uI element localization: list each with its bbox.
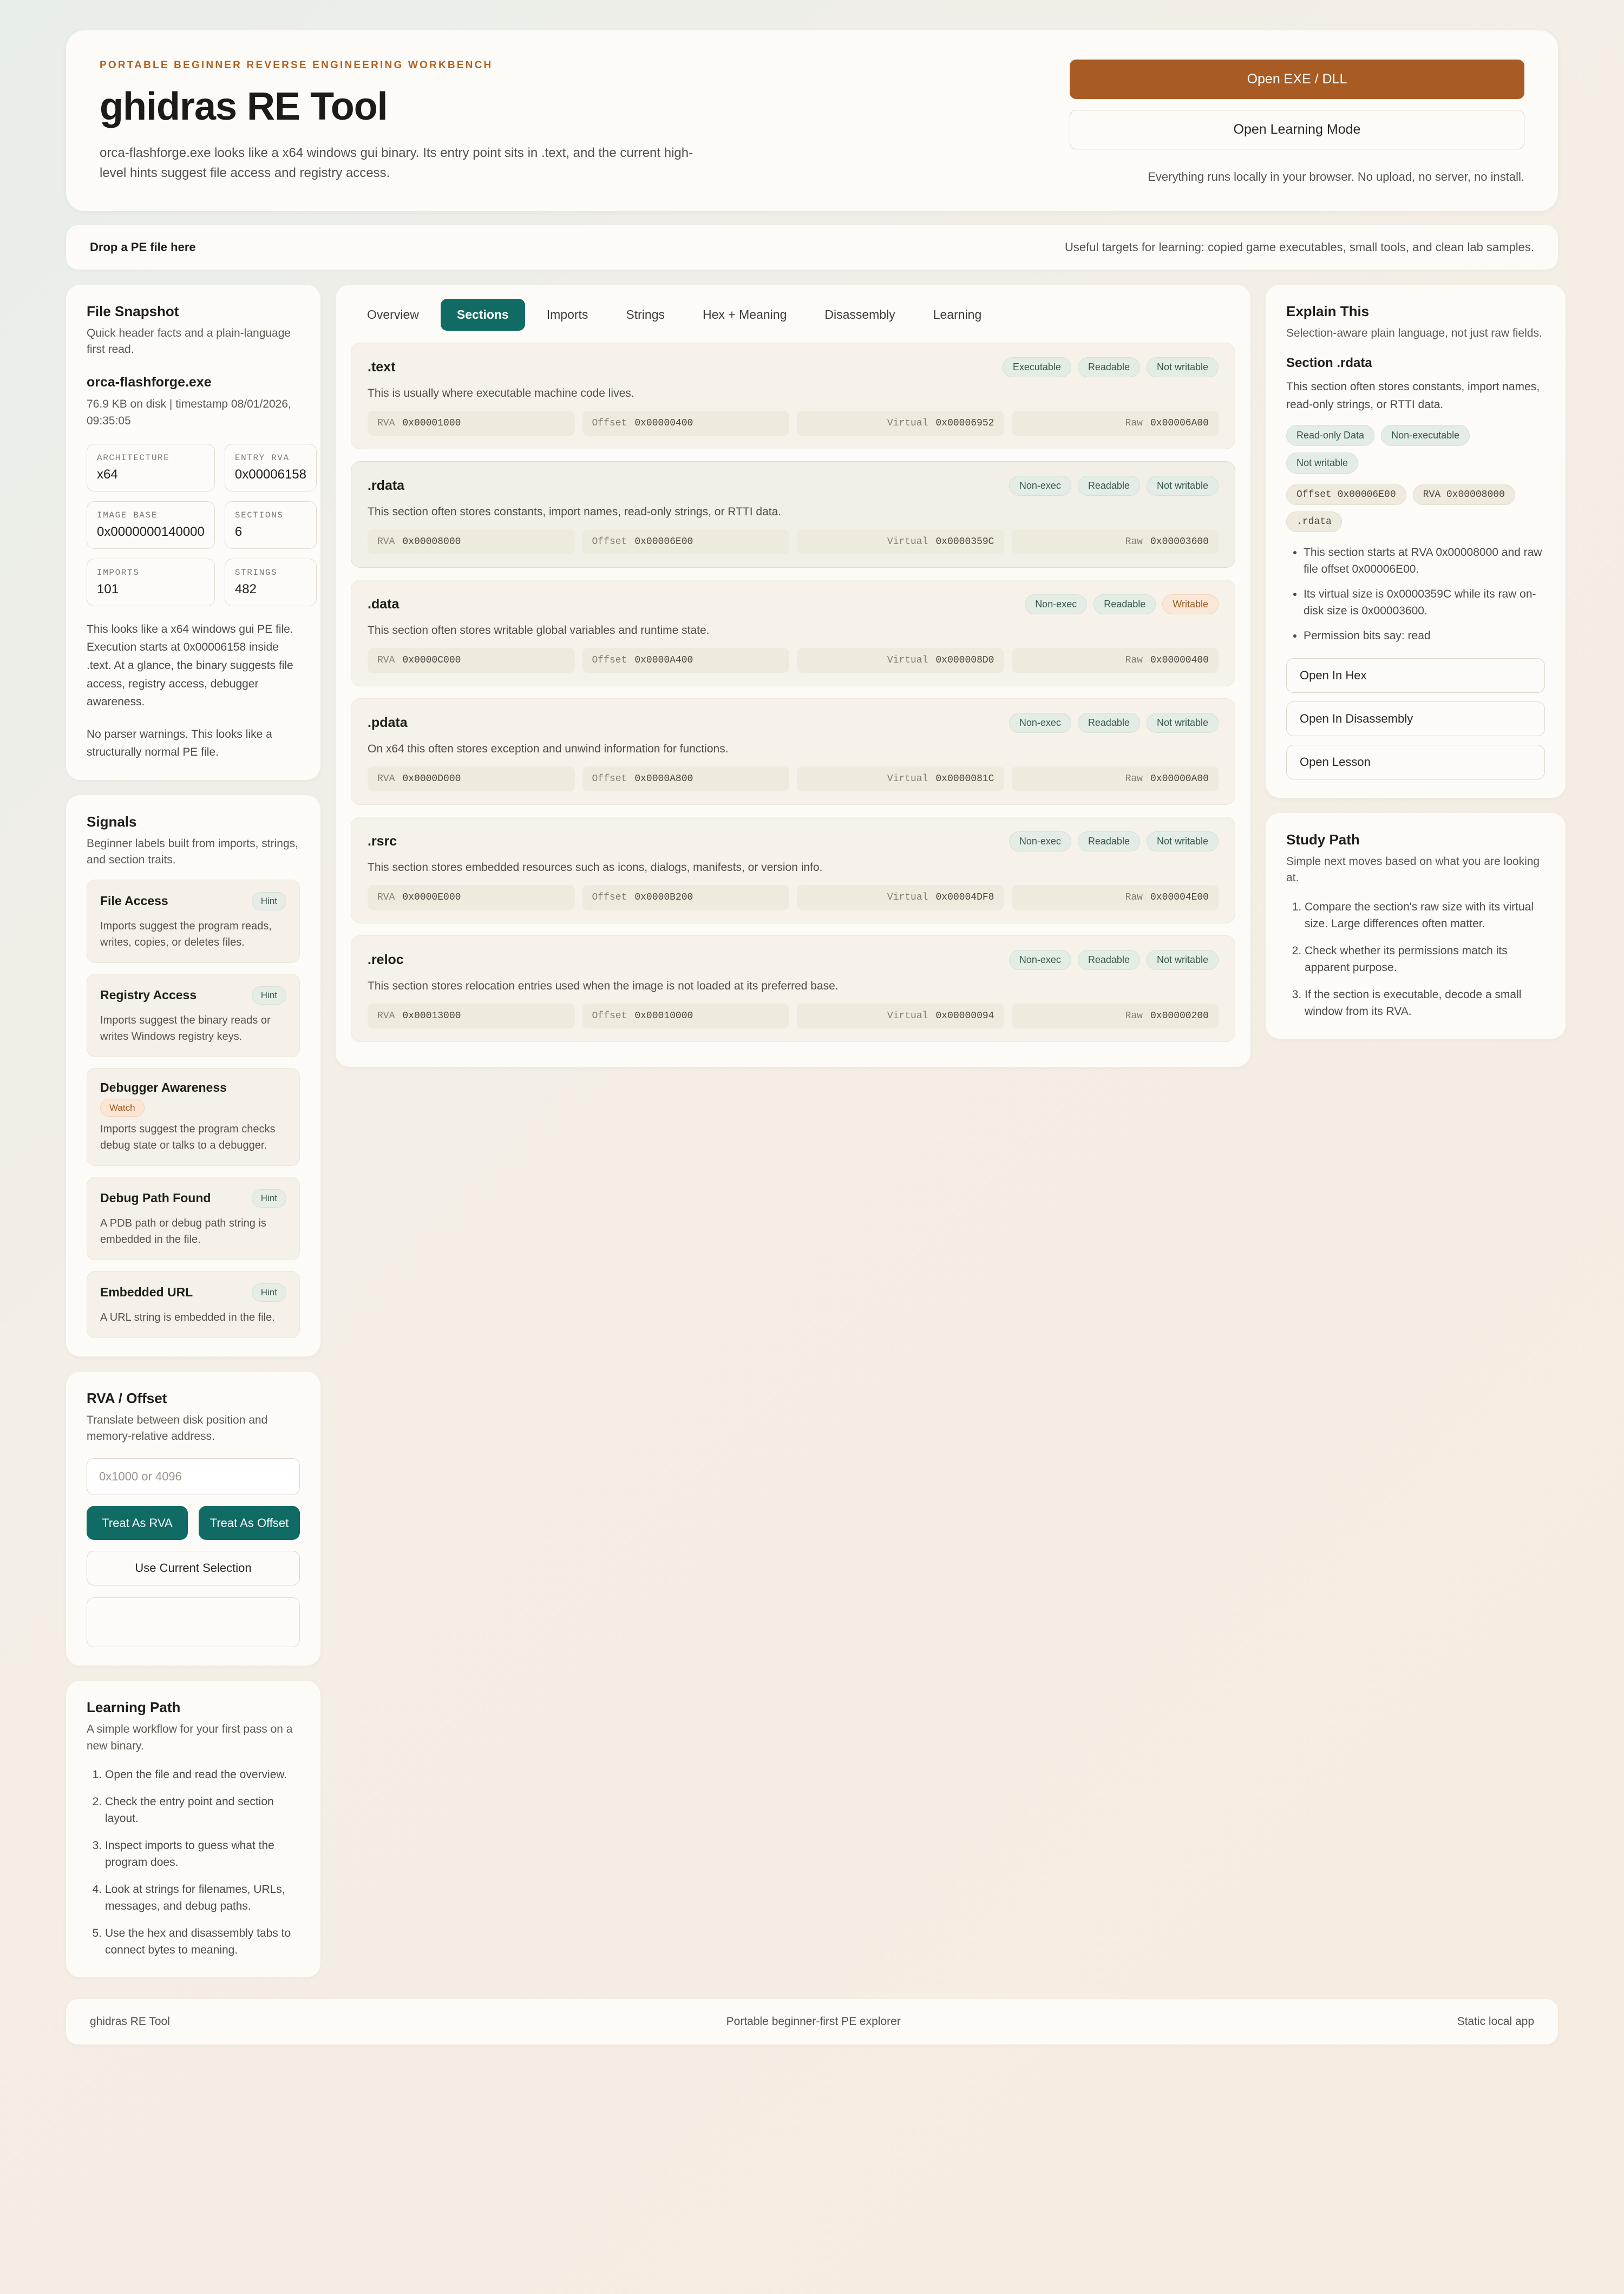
section-flags bbox=[1009, 713, 1219, 733]
header-privacy-note: Everything runs locally in your browser. No upload, no server, no install. bbox=[1148, 170, 1524, 183]
addr-label-rva: RVA bbox=[377, 418, 395, 429]
open-exe-button[interactable]: Open EXE / DLL bbox=[1070, 60, 1524, 99]
treat-as-offset-button[interactable]: Treat As Offset bbox=[199, 1506, 300, 1541]
snapshot-paragraph-1: This looks like a x64 windows gui PE file. Execution starts at 0x00006158 inside .text. At a glance, the binary suggests file access, registry access, debugger awareness. bbox=[87, 622, 293, 709]
section-offset bbox=[582, 885, 790, 910]
flag-badge: Readable bbox=[1078, 357, 1140, 377]
section-row-text[interactable] bbox=[351, 343, 1235, 449]
chip-offset: Offset 0x00006E00 bbox=[1286, 484, 1406, 505]
list-item: 2. Check the entry point and section layout. bbox=[105, 1793, 300, 1827]
explain-title: Explain This bbox=[1286, 303, 1370, 319]
status-badge: Hint bbox=[252, 1283, 286, 1302]
section-flags bbox=[1009, 476, 1219, 496]
signals-title: Signals bbox=[87, 814, 137, 830]
section-rva bbox=[368, 529, 575, 554]
stat-entry-rva bbox=[225, 444, 317, 491]
stat-sections-key: SECTIONS bbox=[234, 510, 284, 520]
explain-subtitle: Selection-aware plain language, not just raw fields. bbox=[1286, 327, 1542, 339]
stat-entry-rva-value: 0x00006158 bbox=[234, 467, 307, 482]
addr-label-offset: Offset bbox=[592, 1011, 627, 1021]
signals-card bbox=[66, 795, 320, 1356]
status-badge: Watch bbox=[100, 1099, 145, 1117]
file-snapshot-card bbox=[66, 285, 320, 780]
section-header bbox=[368, 357, 1219, 377]
addr-value: 0x0000081C bbox=[935, 774, 994, 784]
stat-image-base-key: IMAGE BASE bbox=[97, 510, 158, 520]
addr-label-virtual: Virtual bbox=[887, 536, 928, 547]
center-panel bbox=[336, 285, 1250, 1067]
list-item: 2. Check whether its permissions match its apparent purpose. bbox=[1305, 942, 1545, 976]
signal-file-access[interactable] bbox=[87, 880, 300, 963]
section-name: .rdata bbox=[368, 478, 405, 493]
list-item: 3. Inspect imports to guess what the program does. bbox=[105, 1837, 300, 1871]
addr-value: 0x0000A400 bbox=[634, 655, 693, 666]
flag-badge: Not writable bbox=[1147, 831, 1219, 851]
open-in-disassembly-button[interactable]: Open In Disassembly bbox=[1286, 702, 1545, 736]
section-description: This is usually where executable machine code lives. bbox=[368, 387, 634, 399]
list-item: 1. Compare the section's raw size with its virtual size. Large differences often matter. bbox=[1305, 899, 1545, 933]
signal-description: A URL string is embedded in the file. bbox=[100, 1311, 275, 1323]
file-drop-zone[interactable] bbox=[66, 225, 1558, 270]
flag-badge: Executable bbox=[1003, 357, 1071, 377]
addr-label-rva: RVA bbox=[377, 655, 395, 666]
rva-offset-card bbox=[66, 1372, 320, 1666]
addr-value: 0x00006952 bbox=[935, 418, 994, 429]
addr-value: 0x0000C000 bbox=[402, 655, 461, 666]
stat-architecture-key: ARCHITECTURE bbox=[97, 453, 170, 463]
list-item: 1. Open the file and read the overview. bbox=[105, 1766, 300, 1784]
tab-imports[interactable]: Imports bbox=[531, 299, 605, 331]
chip-section-name: .rdata bbox=[1286, 512, 1342, 532]
snapshot-paragraph-2: No parser warnings. This looks like a structurally normal PE file. bbox=[87, 727, 272, 759]
addr-value: 0x0000359C bbox=[935, 536, 994, 547]
section-row-data[interactable] bbox=[351, 580, 1235, 686]
right-sidebar bbox=[1266, 285, 1566, 1039]
section-description: This section stores embedded resources such as icons, dialogs, manifests, or version info. bbox=[368, 861, 823, 874]
addr-value: 0x00006A00 bbox=[1150, 418, 1209, 429]
study-path-subtitle: Simple next moves based on what you are looking at. bbox=[1286, 855, 1540, 884]
section-description: This section often stores constants, import names, read-only strings, or RTTI data. bbox=[368, 506, 782, 518]
explain-actions bbox=[1286, 658, 1545, 779]
addr-label-rva: RVA bbox=[377, 892, 395, 903]
section-row-rsrc[interactable] bbox=[351, 817, 1235, 923]
section-header bbox=[368, 831, 1219, 851]
header-left bbox=[100, 60, 695, 183]
open-learning-mode-button[interactable]: Open Learning Mode bbox=[1070, 110, 1524, 149]
file-name: orca-flashforge.exe bbox=[87, 374, 212, 390]
section-flags bbox=[1009, 950, 1219, 970]
flag-badge: Readable bbox=[1078, 831, 1140, 851]
section-rva bbox=[368, 885, 575, 910]
tab-sections[interactable]: Sections bbox=[441, 299, 525, 331]
flag-badge: Non-exec bbox=[1009, 476, 1071, 496]
addr-value: 0x00000400 bbox=[634, 418, 693, 429]
list-item: 3. If the section is executable, decode a small window from its RVA. bbox=[1305, 986, 1545, 1020]
learning-path-card bbox=[66, 1681, 320, 1977]
stat-imports bbox=[87, 559, 215, 606]
signal-debugger-awareness[interactable] bbox=[87, 1068, 300, 1166]
section-offset bbox=[582, 766, 790, 791]
addr-label-raw: Raw bbox=[1125, 655, 1143, 666]
section-name: .reloc bbox=[368, 952, 404, 967]
rva-offset-title: RVA / Offset bbox=[87, 1389, 167, 1406]
explain-section-title: Section .rdata bbox=[1286, 356, 1372, 371]
section-addresses bbox=[368, 411, 1219, 436]
file-snapshot-title: File Snapshot bbox=[87, 303, 179, 319]
section-header bbox=[368, 476, 1219, 496]
list-item: • Its virtual size is 0x0000359C while its raw on-disk size is 0x00003600. bbox=[1304, 586, 1545, 620]
section-raw bbox=[1012, 766, 1219, 791]
rva-offset-subtitle: Translate between disk position and memory-relative address. bbox=[87, 1413, 268, 1443]
addr-label-raw: Raw bbox=[1125, 1011, 1143, 1021]
signal-head bbox=[100, 986, 286, 1005]
list-item: 4. Look at strings for filenames, URLs, messages, and debug paths. bbox=[105, 1881, 300, 1915]
signal-embedded-url[interactable] bbox=[87, 1271, 300, 1338]
signal-registry-access[interactable] bbox=[87, 974, 300, 1057]
flag-badge: Non-exec bbox=[1025, 594, 1087, 614]
signal-name: Embedded URL bbox=[100, 1285, 193, 1300]
section-offset bbox=[582, 1004, 790, 1028]
addr-value: 0x00008000 bbox=[402, 536, 461, 547]
stat-image-base bbox=[87, 501, 215, 549]
signal-head bbox=[100, 1283, 286, 1302]
addr-value: 0x00001000 bbox=[402, 418, 461, 429]
tab-overview[interactable]: Overview bbox=[351, 299, 435, 331]
header-eyebrow: PORTABLE BEGINNER REVERSE ENGINEERING WORKBENCH bbox=[100, 60, 493, 71]
signal-description: Imports suggest the program reads, writes, copies, or deletes files. bbox=[100, 920, 272, 948]
chip-non-executable: Non-executable bbox=[1381, 425, 1470, 446]
addr-value: 0x00010000 bbox=[634, 1011, 693, 1021]
stat-architecture-value: x64 bbox=[97, 467, 118, 482]
signal-name: Registry Access bbox=[100, 988, 197, 1002]
section-flags bbox=[1003, 357, 1219, 377]
section-name: .text bbox=[368, 359, 396, 375]
addr-label-virtual: Virtual bbox=[887, 774, 928, 784]
flag-badge: Readable bbox=[1078, 476, 1140, 496]
flag-badge-writable: Writable bbox=[1162, 594, 1219, 614]
section-offset bbox=[582, 411, 790, 436]
addr-value: 0x00000400 bbox=[1150, 655, 1209, 666]
tab-bar bbox=[351, 299, 1235, 331]
section-raw bbox=[1012, 1004, 1219, 1028]
signal-debug-path-found[interactable] bbox=[87, 1177, 300, 1260]
addr-label-offset: Offset bbox=[592, 655, 627, 666]
header-stats bbox=[87, 444, 307, 606]
footer-right: Static local app bbox=[1457, 2015, 1534, 2028]
section-rva bbox=[368, 766, 575, 791]
addr-value: 0x00003600 bbox=[1150, 536, 1209, 547]
section-addresses bbox=[368, 648, 1219, 673]
section-addresses bbox=[368, 766, 1219, 791]
drop-zone-label: Drop a PE file here bbox=[90, 240, 196, 254]
study-path-steps bbox=[1286, 899, 1545, 1020]
signal-description: A PDB path or debug path string is embedded in the file. bbox=[100, 1217, 266, 1246]
stat-strings bbox=[225, 559, 317, 606]
addr-value: 0x00006E00 bbox=[634, 536, 693, 547]
section-name: .pdata bbox=[368, 715, 408, 730]
use-current-selection-button[interactable]: Use Current Selection bbox=[87, 1551, 300, 1585]
signals-subtitle: Beginner labels built from imports, strings, and section traits. bbox=[87, 837, 298, 867]
section-rva bbox=[368, 1004, 575, 1028]
open-in-hex-button[interactable]: Open In Hex bbox=[1286, 658, 1545, 693]
section-row-rdata[interactable] bbox=[351, 461, 1235, 568]
section-addresses bbox=[368, 885, 1219, 910]
addr-label-virtual: Virtual bbox=[887, 1011, 928, 1021]
learning-path-subtitle: A simple workflow for your first pass on a new binary. bbox=[87, 1723, 293, 1752]
addr-label-virtual: Virtual bbox=[887, 892, 928, 903]
addr-value: 0x0000B200 bbox=[634, 892, 693, 903]
open-lesson-button[interactable]: Open Lesson bbox=[1286, 745, 1545, 779]
signal-badge-row bbox=[100, 1103, 286, 1113]
addr-value: 0x0000E000 bbox=[402, 892, 461, 903]
addr-value: 0x0000D000 bbox=[402, 774, 461, 784]
tabs-card bbox=[336, 285, 1250, 1067]
section-description: This section often stores writable global variables and runtime state. bbox=[368, 624, 710, 637]
addr-value: 0x00000200 bbox=[1150, 1011, 1209, 1021]
stat-sections bbox=[225, 501, 317, 549]
explain-this-card bbox=[1266, 285, 1566, 798]
tab-strings[interactable]: Strings bbox=[610, 299, 681, 331]
chip-not-writable: Not writable bbox=[1286, 453, 1358, 474]
stat-entry-rva-key: ENTRY RVA bbox=[234, 453, 290, 463]
section-header bbox=[368, 594, 1219, 614]
addr-label-offset: Offset bbox=[592, 418, 627, 429]
addr-label-offset: Offset bbox=[592, 536, 627, 547]
learning-path-steps bbox=[87, 1766, 300, 1959]
learning-path-title: Learning Path bbox=[87, 1699, 181, 1716]
rva-offset-input[interactable] bbox=[87, 1458, 300, 1495]
section-header bbox=[368, 950, 1219, 970]
addr-label-raw: Raw bbox=[1125, 418, 1143, 429]
section-offset bbox=[582, 648, 790, 673]
addr-label-raw: Raw bbox=[1125, 892, 1143, 903]
section-description: On x64 this often stores exception and unwind information for functions. bbox=[368, 743, 729, 755]
section-header bbox=[368, 713, 1219, 733]
section-rva bbox=[368, 411, 575, 436]
section-row-reloc[interactable] bbox=[351, 935, 1235, 1042]
section-name: .data bbox=[368, 597, 400, 612]
addr-label-rva: RVA bbox=[377, 536, 395, 547]
section-raw bbox=[1012, 885, 1219, 910]
header-actions bbox=[1070, 60, 1524, 184]
main-grid bbox=[66, 285, 1558, 1977]
treat-as-rva-button[interactable]: Treat As RVA bbox=[87, 1506, 188, 1541]
rva-offset-result bbox=[87, 1597, 300, 1647]
section-virtual bbox=[797, 411, 1004, 436]
flag-badge: Readable bbox=[1078, 713, 1140, 733]
flag-badge: Not writable bbox=[1147, 357, 1219, 377]
list-item: 5. Use the hex and disassembly tabs to connect bytes to meaning. bbox=[105, 1925, 300, 1959]
footer-center: Portable beginner-first PE explorer bbox=[726, 2015, 901, 2028]
sections-list bbox=[351, 343, 1235, 1042]
explain-mono-chips bbox=[1286, 484, 1545, 532]
section-addresses bbox=[368, 529, 1219, 554]
section-virtual bbox=[797, 529, 1004, 554]
flag-badge: Not writable bbox=[1147, 950, 1219, 970]
addr-value: 0x00004E00 bbox=[1150, 892, 1209, 903]
addr-value: 0x00000A00 bbox=[1150, 774, 1209, 784]
addr-label-raw: Raw bbox=[1125, 536, 1143, 547]
section-flags bbox=[1009, 831, 1219, 851]
section-flags bbox=[1025, 594, 1219, 614]
stat-imports-key: IMPORTS bbox=[97, 567, 140, 578]
file-meta: 76.9 KB on disk | timestamp 08/01/2026, 09:35:05 bbox=[87, 397, 291, 428]
section-virtual bbox=[797, 648, 1004, 673]
left-sidebar bbox=[66, 285, 320, 1977]
stat-architecture bbox=[87, 444, 215, 491]
addr-label-offset: Offset bbox=[592, 892, 627, 903]
addr-value: 0x00013000 bbox=[402, 1011, 461, 1021]
addr-value: 0x00004DF8 bbox=[935, 892, 994, 903]
signal-head bbox=[100, 1189, 286, 1208]
signal-name: Debug Path Found bbox=[100, 1191, 211, 1205]
section-raw bbox=[1012, 648, 1219, 673]
status-badge: Hint bbox=[252, 892, 286, 910]
chip-readonly-data: Read-only Data bbox=[1286, 425, 1374, 446]
flag-badge: Non-exec bbox=[1009, 831, 1071, 851]
app-header bbox=[66, 30, 1558, 211]
section-raw bbox=[1012, 529, 1219, 554]
flag-badge: Readable bbox=[1078, 950, 1140, 970]
section-description: This section stores relocation entries used when the image is not loaded at its preferred base. bbox=[368, 980, 839, 992]
list-item: • Permission bits say: read bbox=[1304, 627, 1545, 645]
addr-value: 0x00000094 bbox=[935, 1011, 994, 1021]
explain-paragraph: This section often stores constants, import names, read-only strings, or RTTI data. bbox=[1286, 381, 1540, 411]
section-offset bbox=[582, 529, 790, 554]
stat-image-base-value: 0x0000000140000 bbox=[97, 524, 205, 539]
list-item: • This section starts at RVA 0x00008000 and raw file offset 0x00006E00. bbox=[1304, 544, 1545, 578]
stat-strings-value: 482 bbox=[234, 581, 257, 597]
stat-sections-value: 6 bbox=[234, 524, 243, 539]
status-badge: Hint bbox=[252, 1189, 286, 1208]
section-addresses bbox=[368, 1004, 1219, 1028]
section-row-pdata[interactable] bbox=[351, 698, 1235, 805]
header-subtitle: orca-flashforge.exe looks like a x64 windows gui binary. Its entry point sits in .text, and the current high-level hints suggest file access and registry access. bbox=[100, 146, 693, 181]
addr-label-offset: Offset bbox=[592, 774, 627, 784]
addr-value: 0x000008D0 bbox=[935, 655, 994, 666]
flag-badge: Readable bbox=[1093, 594, 1156, 614]
page-title: ghidras RE Tool bbox=[100, 85, 388, 128]
footer-left: ghidras RE Tool bbox=[90, 2015, 170, 2028]
section-raw bbox=[1012, 411, 1219, 436]
section-name: .rsrc bbox=[368, 834, 397, 849]
status-badge: Hint bbox=[252, 986, 286, 1005]
section-rva bbox=[368, 648, 575, 673]
explain-bullets bbox=[1286, 544, 1545, 645]
drop-zone-hint: Useful targets for learning: copied game executables, small tools, and clean lab samples. bbox=[1064, 240, 1534, 254]
tab-learning[interactable]: Learning bbox=[917, 299, 998, 331]
explain-chips bbox=[1286, 425, 1545, 474]
study-path-title: Study Path bbox=[1286, 831, 1360, 848]
signal-description: Imports suggest the program checks debug state or talks to a debugger. bbox=[100, 1123, 276, 1151]
addr-label-rva: RVA bbox=[377, 774, 395, 784]
addr-label-rva: RVA bbox=[377, 1011, 395, 1021]
chip-rva: RVA 0x00008000 bbox=[1413, 484, 1515, 505]
tab-hex-meaning[interactable]: Hex + Meaning bbox=[686, 299, 803, 331]
addr-value: 0x0000A800 bbox=[634, 774, 693, 784]
stat-imports-value: 101 bbox=[97, 581, 119, 597]
section-virtual bbox=[797, 885, 1004, 910]
flag-badge: Not writable bbox=[1147, 476, 1219, 496]
section-virtual bbox=[797, 1004, 1004, 1028]
tab-disassembly[interactable]: Disassembly bbox=[808, 299, 911, 331]
signal-head bbox=[100, 1080, 286, 1095]
file-snapshot-subtitle: Quick header facts and a plain-language first read. bbox=[87, 327, 291, 356]
app-footer bbox=[66, 1999, 1558, 2044]
section-virtual bbox=[797, 766, 1004, 791]
addr-label-raw: Raw bbox=[1125, 774, 1143, 784]
addr-label-virtual: Virtual bbox=[887, 418, 928, 429]
study-path-card bbox=[1266, 813, 1566, 1039]
signal-description: Imports suggest the binary reads or writes Windows registry keys. bbox=[100, 1014, 271, 1043]
stat-strings-key: STRINGS bbox=[234, 567, 278, 578]
signal-name: Debugger Awareness bbox=[100, 1080, 227, 1094]
flag-badge: Not writable bbox=[1147, 713, 1219, 733]
rva-offset-buttons bbox=[87, 1506, 300, 1541]
flag-badge: Non-exec bbox=[1009, 713, 1071, 733]
addr-label-virtual: Virtual bbox=[887, 655, 928, 666]
signal-name: File Access bbox=[100, 894, 168, 908]
signal-head bbox=[100, 892, 286, 910]
flag-badge: Non-exec bbox=[1009, 950, 1071, 970]
